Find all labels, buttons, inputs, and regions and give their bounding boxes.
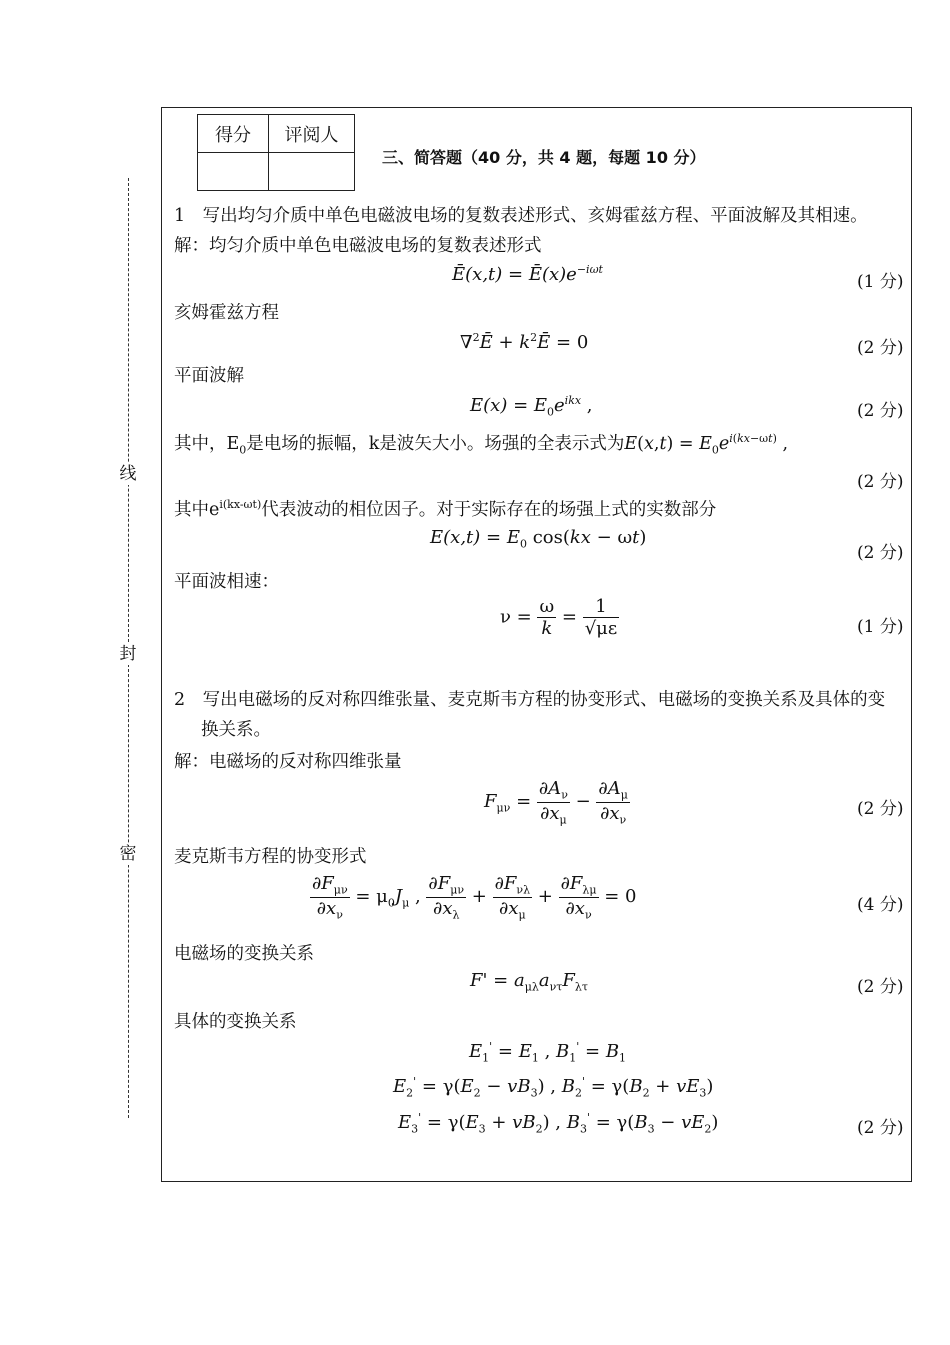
q2-points-2: (4 分) (857, 895, 904, 915)
score-label: 得分 (198, 115, 269, 153)
binding-char-feng: 封 (116, 643, 140, 665)
binding-char-mi: 密 (116, 843, 140, 865)
q2-specific-eq-1: $E_1' = E_1$ , $B_1' = B_1$ (469, 1040, 627, 1065)
q2-question-line1: 2 写出电磁场的反对称四维张量、麦克斯韦方程的协变形式、电磁场的变换关系及具体的变 (174, 690, 886, 710)
q2-maxwell-eq: $\frac{\partial F_{\mu\nu}}{\partial x_\nu}$ = $\mu_0J_\mu$ , $\frac{\partial F_{\mu\nu}}{\partial x_\lambda}$ + $\frac{\partial F_{\nu\lambda}}{\partial x_\mu}$ + $\frac{\partial F_{\lambda\mu}}{\partial x_\nu}$ = 0 (312, 873, 637, 922)
q1-phase-velocity-eq: ν = $\frac{\omega}{k}$ = $\frac{1}{√\mu\varepsilon}$ (500, 596, 618, 639)
q1-plane-wave-eq: $E(x) = E_0e^{ikx}$ , (470, 394, 593, 419)
q1-points-6: (1 分) (857, 617, 904, 637)
q1-where-body: 是电场的振幅，k是波矢大小。场强的全表示式为 (246, 434, 625, 454)
q2-specific-eq-2: $E_2' = \gamma(E_2 - vB_3)$ , $B_2' = \gamma(B_2 + vE_3)$ (393, 1075, 714, 1100)
q2-points-1: (2 分) (857, 799, 904, 819)
q1-helmholtz-eq: ∇$^2$Ē + $k^2Ē = 0$ (460, 331, 589, 353)
q2-question-line2: 换关系。 (201, 720, 271, 740)
grader-cell[interactable] (269, 153, 355, 191)
grader-label: 评阅人 (269, 115, 355, 153)
q2-specific-label: 具体的变换关系 (174, 1012, 297, 1032)
q1-phase-prefix: 其中e (174, 500, 220, 520)
q2-specific-eq-3: $E_3' = \gamma(E_3 + vB_2)$ , $B_3' = \gamma(B_3 - vE_2)$ (398, 1111, 719, 1136)
q1-points-4: (2 分) (857, 472, 904, 492)
score-cell[interactable] (198, 153, 269, 191)
q1-points-2: (2 分) (857, 338, 904, 358)
q1-question: 1 写出均匀介质中单色电磁波电场的复数表述形式、亥姆霍兹方程、平面波解及其相速。 (174, 206, 868, 226)
q1-points-5: (2 分) (857, 543, 904, 563)
score-table (197, 114, 355, 191)
q2-transform-label: 电磁场的变换关系 (174, 944, 314, 964)
q1-solution-intro: 解：均匀介质中单色电磁波电场的复数表述形式 (174, 236, 542, 256)
section-title: 三、简答题（40 分，共 4 题，每题 10 分） (382, 148, 706, 167)
q2-solution-intro: 解：电磁场的反对称四维张量 (174, 752, 402, 772)
q2-points-4: (2 分) (857, 1118, 904, 1138)
q2-transform-eq: $F' = a_{\mu\lambda}a_{\nu\tau}F_{\lambda\tau}$ (470, 970, 588, 994)
q1-helmholtz-label: 亥姆霍兹方程 (174, 303, 279, 323)
q1-points-1: (1 分) (857, 272, 904, 292)
q1-phase-velocity-label: 平面波相速： (174, 572, 279, 592)
q1-phase-text: 其中$e^{i(kx-\omega t)}$代表波动的相位因子。对于实际存在的场强上式的实数部分 (174, 498, 717, 520)
binding-char-xian: 线 (116, 463, 140, 485)
binding-line (119, 178, 137, 1118)
q1-real-part-eq: $E(x,t) = E_0$ cos(kx − ωt) (430, 527, 647, 551)
q1-where-prefix: 其中，E (174, 434, 240, 454)
q2-points-3: (2 分) (857, 977, 904, 997)
q1-plane-wave-label: 平面波解 (174, 366, 244, 386)
q2-tensor-eq: $F_{\mu\nu}$ = $\frac{\partial A_\nu}{\partial x_\mu}$ − $\frac{\partial A_\mu}{\partial x_\nu}$ (484, 778, 628, 827)
q1-points-3: (2 分) (857, 401, 904, 421)
q1-where-text: 其中，$E_0$是电场的振幅，k是波矢大小。场强的全表示式为$E(x,t) = E_0e^{i(kx-\omega t)}$ , (174, 432, 789, 457)
q1-complex-form-eq: Ē(x,t) = $Ē(x)e^{-i\omega t}$ (452, 263, 603, 285)
q1-phase-body: 代表波动的相位因子。对于实际存在的场强上式的实数部分 (261, 500, 717, 520)
q2-maxwell-label: 麦克斯韦方程的协变形式 (174, 847, 367, 867)
